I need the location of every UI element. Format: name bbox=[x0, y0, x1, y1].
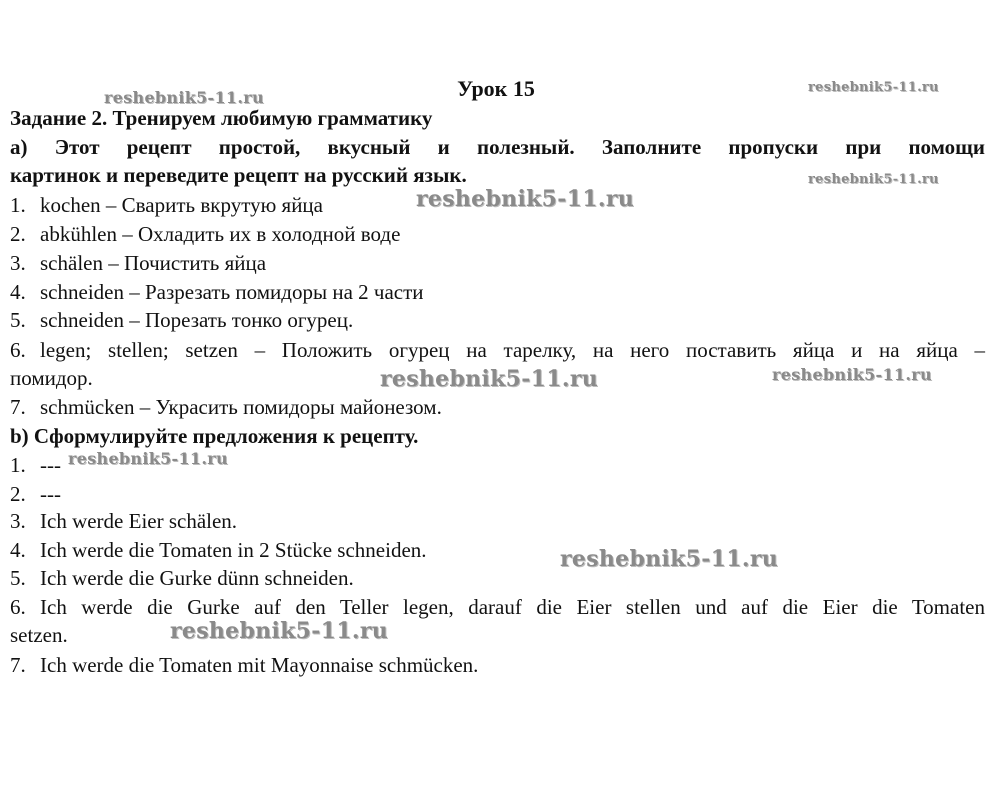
item-text: --- bbox=[40, 453, 61, 477]
item-number: 7. bbox=[10, 395, 26, 419]
part-a-item bbox=[10, 249, 985, 277]
item-text: Ich werde die Tomaten mit Mayonnaise schmücken. bbox=[40, 653, 479, 677]
task-heading: Задание 2. Тренируем любимую грамматику bbox=[10, 106, 433, 130]
part-a-instruction-line2: картинок и переведите рецепт на русский язык. bbox=[10, 163, 467, 187]
watermark: reshebnik5-11.ru bbox=[808, 172, 939, 187]
item-text: Ich werde die Gurke auf den Teller legen, darauf die Eier stellen und auf die Eier die Tomaten bbox=[40, 595, 985, 619]
part-a-item bbox=[10, 336, 985, 364]
watermark: reshebnik5-11.ru bbox=[560, 546, 779, 572]
item-text: Ich werde die Gurke dünn schneiden. bbox=[40, 566, 354, 590]
part-a-item bbox=[10, 220, 985, 248]
item-text: schmücken – Украсить помидоры майонезом. bbox=[40, 395, 442, 419]
item-text: schneiden – Разрезать помидоры на 2 части bbox=[40, 280, 424, 304]
watermark: reshebnik5-11.ru bbox=[68, 449, 228, 468]
lesson-title: Урок 15 bbox=[457, 76, 535, 101]
item-text: schneiden – Порезать тонко огурец. bbox=[40, 308, 354, 332]
item-number: 3. bbox=[10, 509, 26, 533]
item-number: 1. bbox=[10, 453, 26, 477]
item-number: 5. bbox=[10, 308, 26, 332]
item-text: Ich werde die Tomaten in 2 Stücke schneiden. bbox=[40, 538, 427, 562]
item-number: 4. bbox=[10, 538, 26, 562]
item-text: --- bbox=[40, 482, 61, 506]
item-text: kochen – Сварить вкрутую яйца bbox=[40, 193, 323, 217]
part-b-item bbox=[10, 651, 985, 679]
watermark: reshebnik5-11.ru bbox=[104, 88, 264, 107]
item-number: 1. bbox=[10, 193, 26, 217]
item-number: 2. bbox=[10, 222, 26, 246]
part-a-item bbox=[10, 393, 985, 421]
watermark: reshebnik5-11.ru bbox=[416, 186, 635, 212]
part-a-item bbox=[10, 278, 985, 306]
item-text: abkühlen – Охладить их в холодной воде bbox=[40, 222, 401, 246]
part-a-instruction-line1: a) Этот рецепт простой, вкусный и полезный. Заполните пропуски при помощи bbox=[10, 135, 985, 159]
part-b-item bbox=[10, 593, 985, 621]
watermark: reshebnik5-11.ru bbox=[380, 366, 599, 392]
item-number: 7. bbox=[10, 653, 26, 677]
part-a-item bbox=[10, 306, 985, 334]
part-b-item bbox=[10, 507, 985, 535]
item-text: legen; stellen; setzen – Положить огурец на тарелку, на него поставить яйца и на яйца – bbox=[40, 338, 985, 362]
item-number: 6. bbox=[10, 595, 26, 619]
part-b-item bbox=[10, 536, 985, 564]
part-b-instruction: b) Сформулируйте предложения к рецепту. bbox=[10, 424, 419, 448]
item-text: Ich werde Eier schälen. bbox=[40, 509, 238, 533]
item-number: 5. bbox=[10, 566, 26, 590]
part-b-item bbox=[10, 564, 985, 592]
watermark: reshebnik5-11.ru bbox=[170, 618, 389, 644]
item-number: 3. bbox=[10, 251, 26, 275]
item-number: 2. bbox=[10, 482, 26, 506]
part-b-item-continuation: setzen. bbox=[10, 623, 68, 647]
part-a-item-continuation: помидор. bbox=[10, 366, 93, 390]
item-number: 4. bbox=[10, 280, 26, 304]
watermark: reshebnik5-11.ru bbox=[808, 80, 939, 95]
watermark: reshebnik5-11.ru bbox=[772, 365, 932, 384]
item-text: schälen – Почистить яйца bbox=[40, 251, 267, 275]
part-b-item bbox=[10, 480, 985, 508]
item-number: 6. bbox=[10, 338, 26, 362]
